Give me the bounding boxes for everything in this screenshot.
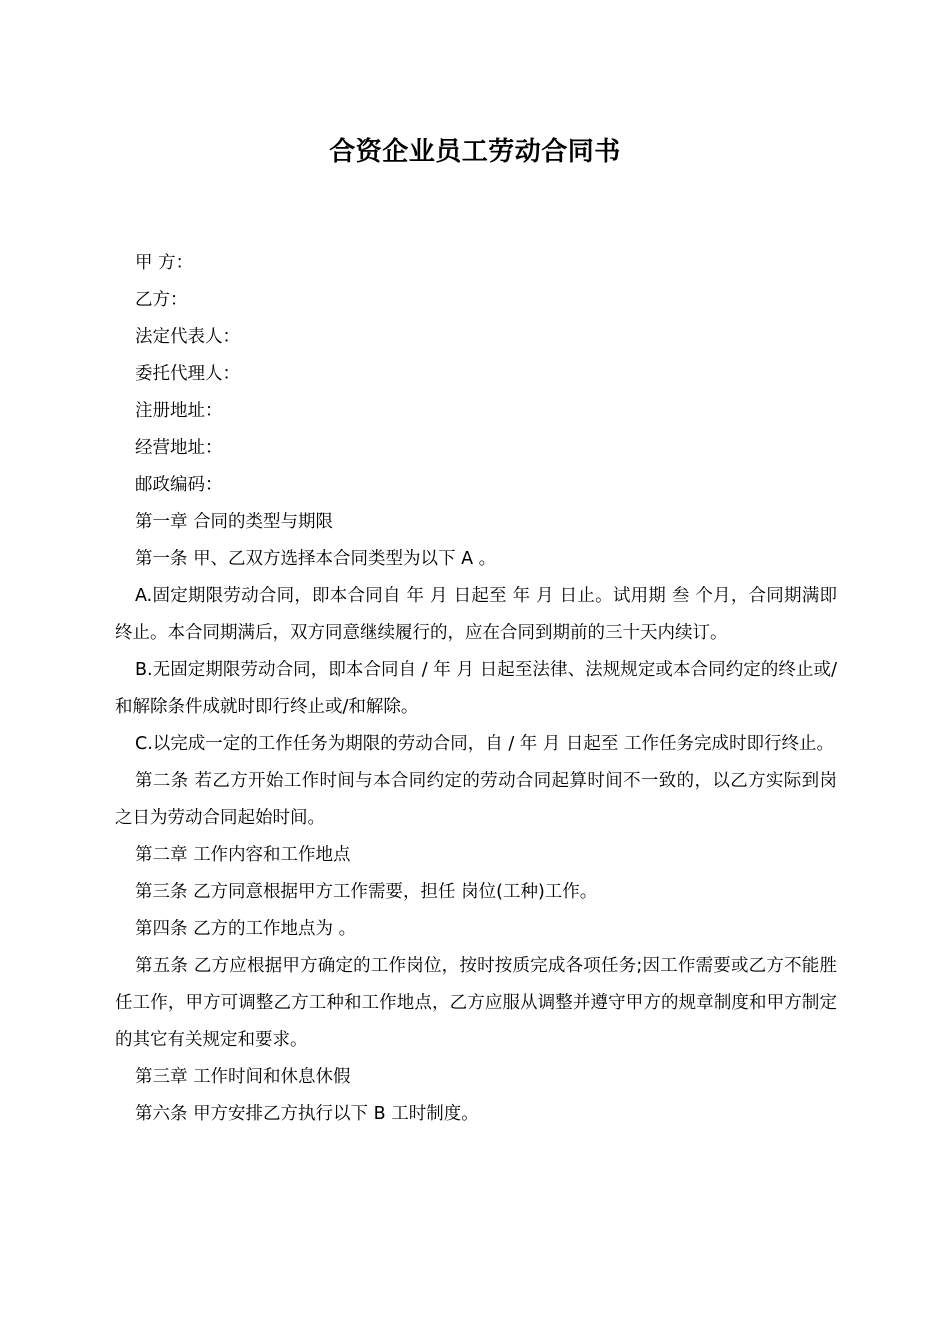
chapter-2-heading: 第二章 工作内容和工作地点 bbox=[135, 845, 351, 865]
article-2: 第二条 若乙方开始工作时间与本合同约定的劳动合同起算时间不一致的，以乙方实际到岗之日为劳动合同起始时间。 bbox=[115, 771, 837, 828]
legal-representative-line: 法定代表人： bbox=[135, 327, 240, 347]
authorized-agent-line: 委托代理人： bbox=[135, 364, 240, 384]
chapter-3-heading: 第三章 工作时间和休息休假 bbox=[135, 1067, 351, 1087]
option-b-paragraph: B.无固定期限劳动合同，即本合同自 / 年 月 日起至法律、法规规定或本合同约定的终止或/和解除条件成就时即行终止或/和解除。 bbox=[115, 660, 837, 717]
business-address-line: 经营地址： bbox=[135, 438, 223, 458]
party-b-line: 乙方： bbox=[135, 290, 188, 310]
chapter-1-heading: 第一章 合同的类型与期限 bbox=[135, 512, 334, 532]
option-a-paragraph: A.固定期限劳动合同，即本合同自 年 月 日起至 年 月 日止。试用期 叁 个月，合同期满即终止。本合同期满后，双方同意继续履行的，应在合同到期前的三十天内续订。 bbox=[115, 586, 837, 643]
registered-address-line: 注册地址： bbox=[135, 401, 223, 421]
article-6: 第六条 甲方安排乙方执行以下 B 工时制度。 bbox=[135, 1104, 479, 1124]
party-a-line: 甲 方： bbox=[135, 253, 194, 273]
article-3: 第三条 乙方同意根据甲方工作需要，担任 岗位(工种)工作。 bbox=[135, 882, 598, 902]
postal-code-line: 邮政编码： bbox=[135, 475, 223, 495]
article-5: 第五条 乙方应根据甲方确定的工作岗位，按时按质完成各项任务;因工作需要或乙方不能胜任工作，甲方可调整乙方工种和工作地点，乙方应服从调整并遵守甲方的规章制度和甲方制定的其它有关规定和要求。 bbox=[115, 956, 837, 1050]
document-title: 合资企业员工劳动合同书 bbox=[329, 137, 621, 167]
document-body bbox=[115, 245, 837, 1133]
article-4: 第四条 乙方的工作地点为 。 bbox=[135, 919, 357, 939]
option-c-paragraph: C.以完成一定的工作任务为期限的劳动合同，自 / 年 月 日起至 工作任务完成时即行终止。 bbox=[135, 734, 834, 754]
article-1: 第一条 甲、乙双方选择本合同类型为以下 A 。 bbox=[135, 549, 497, 569]
